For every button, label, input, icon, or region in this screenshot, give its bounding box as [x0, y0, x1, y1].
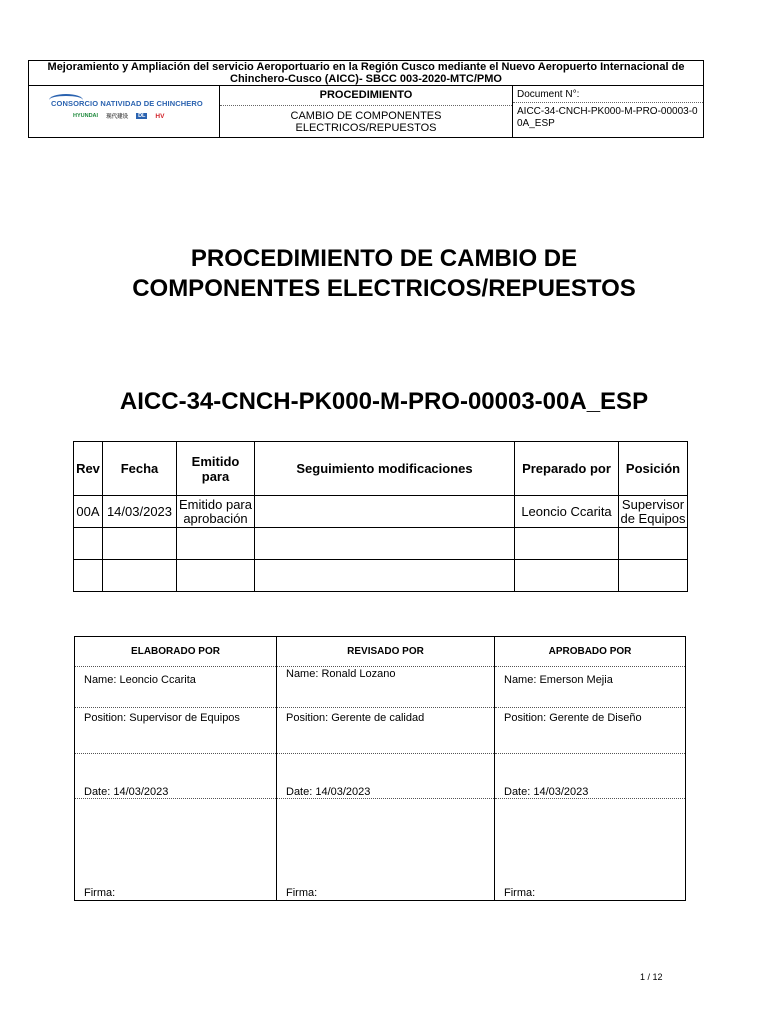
partner-logo-hv: HV [155, 112, 165, 120]
table-cell [74, 560, 103, 592]
table-cell [515, 528, 619, 560]
page-title [40, 244, 728, 304]
table-cell: 00A [74, 496, 103, 528]
column-header: REVISADO POR [277, 637, 494, 667]
date-value: Date: 14/03/2023 [504, 786, 589, 798]
company-logo [29, 86, 220, 137]
document-code: AICC-34-CNCH-PK000-M-PRO-00003-00A_ESP [517, 106, 698, 129]
column-header: ELABORADO POR [75, 637, 276, 667]
signature-cell [495, 799, 685, 900]
approval-column-elaborado [75, 637, 277, 900]
table-cell [255, 560, 515, 592]
column-header: Fecha [103, 442, 177, 496]
signature-label: Firma: [286, 887, 318, 899]
partner-logo-dl: DL [138, 113, 146, 119]
table-cell [103, 528, 177, 560]
signature-cell [277, 799, 494, 900]
page-number: 1 / 12 [640, 972, 663, 982]
table-row [74, 560, 688, 592]
approval-table [74, 636, 686, 901]
date-value: Date: 14/03/2023 [84, 786, 169, 798]
table-cell [255, 528, 515, 560]
approval-column-aprobado [495, 637, 685, 900]
table-row [74, 528, 688, 560]
partner-logo-hyundai: HYUNDAI [73, 113, 99, 119]
position-value: Position: Gerente de calidad [286, 712, 425, 724]
date-cell [495, 754, 685, 799]
column-header: APROBADO POR [495, 637, 685, 667]
name-cell [277, 666, 494, 708]
name-value: Name: Leoncio Ccarita [84, 674, 196, 686]
date-cell [277, 754, 494, 799]
table-header-row [74, 442, 688, 496]
name-cell [495, 666, 685, 708]
document-header [28, 60, 704, 138]
table-cell [177, 528, 255, 560]
page-title-line1: PROCEDIMIENTO DE CAMBIO DE [190, 245, 578, 272]
column-header: Posición [619, 442, 688, 496]
procedure-title: CAMBIO DE COMPONENTES ELECTRICOS/REPUESTOS [290, 110, 442, 134]
logo-name: CONSORCIO NATIVIDAD DE CHINCHERO [51, 99, 203, 108]
table-cell [515, 560, 619, 592]
date-value: Date: 14/03/2023 [286, 786, 371, 798]
name-value: Name: Emerson Mejia [504, 674, 613, 686]
procedure-label: PROCEDIMIENTO [319, 89, 413, 101]
position-cell [277, 708, 494, 754]
date-cell [75, 754, 276, 799]
column-header: Emitido para [177, 442, 255, 496]
signature-label: Firma: [504, 887, 536, 899]
table-cell: Leoncio Ccarita [515, 496, 619, 528]
table-cell: Supervisor de Equipos [620, 496, 686, 526]
table-cell [74, 528, 103, 560]
table-cell [177, 560, 255, 592]
table-cell: Emitido para aprobación [177, 496, 255, 528]
table-cell [619, 560, 688, 592]
name-value: Name: Ronald Lozano [286, 668, 396, 680]
table-row [74, 496, 688, 528]
approval-column-revisado [277, 637, 495, 900]
partner-logo-chinese: 现代建设 [106, 114, 129, 120]
page-title-line2: COMPONENTES ELECTRICOS/REPUESTOS [132, 275, 636, 302]
name-cell [75, 666, 276, 708]
divider [220, 105, 512, 106]
table-cell [619, 528, 688, 560]
table-cell: 14/03/2023 [103, 496, 177, 528]
signature-cell [75, 799, 276, 900]
procedure-cell [220, 86, 513, 137]
position-cell [75, 708, 276, 754]
table-cell [103, 560, 177, 592]
position-value: Position: Gerente de Diseño [504, 712, 642, 724]
table-cell [255, 496, 515, 528]
logo-partners [73, 111, 164, 121]
project-title: Mejoramiento y Ampliación del servicio Aeroportuario en la Región Cusco mediante el Nuevo Aeropuerto Internacional de Chinchero-Cusco (AICC)- SBCC 003-2020-MTC/PMO [29, 61, 703, 86]
column-header: Preparado por [515, 442, 619, 496]
divider [513, 102, 703, 103]
document-number-cell [513, 86, 703, 137]
column-header: Rev [74, 442, 103, 496]
signature-label: Firma: [84, 887, 116, 899]
document-label: Document N°: [517, 89, 580, 100]
document-number-title: AICC-34-CNCH-PK000-M-PRO-00003-00A_ESP [119, 388, 649, 415]
revision-table [73, 441, 688, 592]
column-header: Seguimiento modificaciones [255, 442, 515, 496]
position-cell [495, 708, 685, 754]
position-value: Position: Supervisor de Equipos [84, 712, 240, 724]
